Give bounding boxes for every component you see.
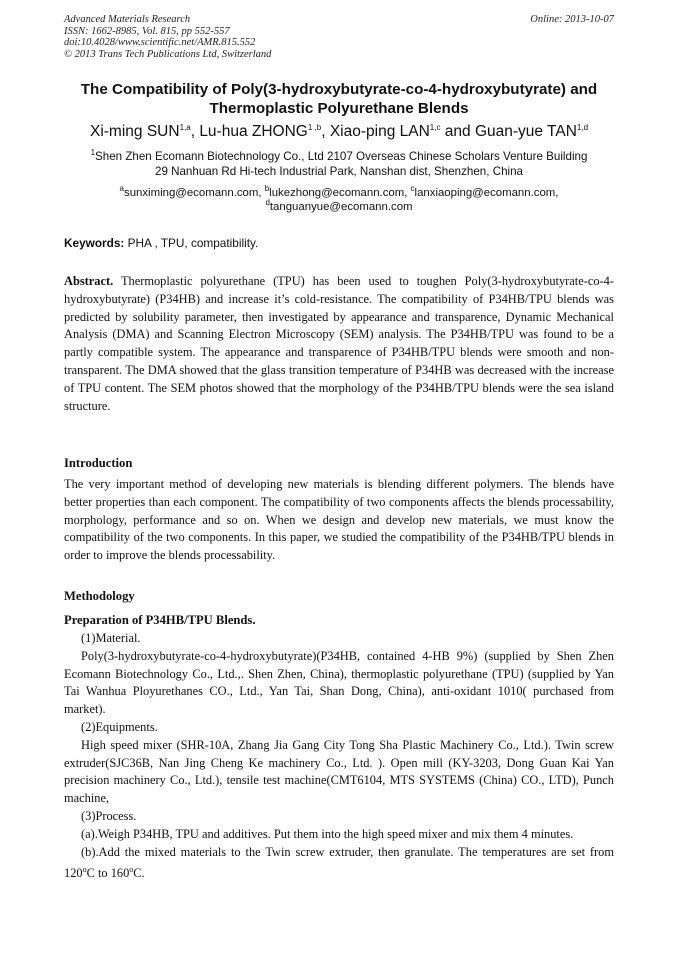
journal-issn: ISSN: 1662-8985, Vol. 815, pp 552-557 (64, 25, 230, 37)
email-link[interactable]: tanguanyue@ecomann.com (269, 201, 413, 213)
affiliation-superscript: 1 (90, 148, 96, 158)
author-emails (40, 186, 638, 214)
author-name: Lu-hua ZHONG (199, 123, 308, 140)
email-superscript: d (265, 198, 270, 208)
email-link[interactable]: lukezhong@ecomann.com, (269, 187, 411, 199)
paragraph-text: C. (133, 866, 145, 881)
paragraph: High speed mixer (SHR-10A, Zhang Jia Gang City Tong Sha Plastic Machinery Co., Ltd.). Twin screw extruder(SJC36B, Nan Jing Cheng Ke machinery Co., Ltd. ). Open mill (KY-3203, Dong Guan Kai Yan precision machinery Co., Ltd.), tensile test machine(CMT6104, MTS SYSTEMS (China) CO., LTD), Punch machine, (64, 737, 614, 806)
author-name: Xi-ming SUN (89, 123, 180, 140)
keywords (64, 236, 614, 250)
degree-superscript: o (82, 865, 87, 875)
paragraph-text: C to 160 (86, 866, 130, 881)
journal-copyright: © 2013 Trans Tech Publications Ltd, Switzerland (64, 48, 272, 60)
abstract (64, 273, 614, 415)
author-name: Guan-yue TAN (474, 123, 577, 140)
author-separator: and (440, 123, 475, 140)
degree-superscript: o (129, 865, 134, 875)
email-link[interactable]: sunximing@ecomann.com, (124, 187, 265, 199)
author-superscript: 1,a (179, 122, 191, 132)
author-superscript: 1,c (429, 122, 441, 132)
paragraph-text: (b).Add the mixed materials to the Twin screw extruder, then granulate. The temperatures are set from 120 (64, 844, 614, 881)
affiliation-text: Shen Zhen Ecomann Biotechnology Co., Ltd 2107 Overseas Chinese Scholars Venture Building (95, 150, 588, 163)
section-heading-methodology: Methodology (64, 589, 135, 603)
paragraph: (a).Weigh P34HB, TPU and additives. Put them into the high speed mixer and mix them 4 minutes. (81, 826, 574, 841)
subsection-heading-preparation: Preparation of P34HB/TPU Blends. (64, 613, 256, 627)
author-superscript: 1,d (576, 122, 589, 132)
paragraph: Poly(3-hydroxybutyrate-co-4-hydroxybutyrate)(P34HB, contained 4-HB 9%) (supplied by Shen Zhen Ecomann Biotechnology Co., Ltd.,. Shen Zhen, China), thermoplastic polyurethane (TPU) (supplied by Yan Tai Wanhua Ployurethanes CO., Ltd., Yan Tai, Shan Dong, China), anti-oxidant 1010( purchased from market). (64, 648, 614, 717)
section-heading-introduction: Introduction (64, 456, 133, 470)
affiliation-line-1 (40, 150, 638, 165)
email-line-1 (40, 186, 638, 200)
journal-name: Advanced Materials Research (64, 14, 191, 25)
journal-doi: doi:10.4028/www.scientific.net/AMR.815.552 (64, 37, 256, 48)
email-superscript: a (119, 184, 124, 194)
keywords-text: PHA , TPU, compatibility. (124, 236, 259, 250)
email-link[interactable]: lanxiaoping@ecomann.com, (414, 187, 559, 199)
paragraph: (1)Material. (81, 631, 141, 645)
paragraph (64, 844, 614, 884)
paragraph: (3)Process. (81, 808, 137, 823)
affiliation (40, 150, 638, 179)
author-list (30, 123, 648, 141)
email-superscript: b (264, 184, 270, 194)
title-line-2: Thermoplastic Polyurethane Blends (209, 100, 469, 117)
affiliation-line-2: 29 Nanhuan Rd Hi-tech Industrial Park, Nanshan dist, Shenzhen, China (155, 164, 523, 178)
author-name: Xiao-ping LAN (329, 123, 430, 140)
paragraph: (2)Equipments. (81, 719, 158, 734)
paper-title (50, 80, 628, 118)
email-line-2 (40, 200, 638, 214)
methodology-text (64, 630, 614, 883)
author-separator: , (190, 123, 200, 140)
email-superscript: c (410, 184, 415, 194)
title-line-1: The Compatibility of Poly(3-hydroxybutyrate-co-4-hydroxybutyrate) and (80, 81, 598, 98)
abstract-label: Abstract. (64, 274, 114, 288)
journal-info (64, 14, 464, 60)
abstract-text: Thermoplastic polyurethane (TPU) has been used to toughen Poly(3-hydroxybutyrate-co-4-hydroxybutyrate) (P34HB) and increase it’s cold-resistance. The compatibility of P34HB/TPU blends was predicted by solubility parameter, then investigated by appearance and transparence, Dynamic Mechanical Analysis (DMA) and Scanning Electron Microscopy (SEM) analysis. The P34HB/TPU was found to be a partly compatible system. The appearance and transparence of P34HB/TPU blends were smooth and non-transparent. The DMA showed that the glass transition temperature of P34HB was decreased with the increase of TPU content. The SEM photos showed that the morphology of the P34HB/TPU blends were the sea island structure. (64, 274, 614, 413)
keywords-label: Keywords: (64, 236, 125, 250)
introduction-text: The very important method of developing new materials is blending different polymers. The blends have better properties than each component. The compatibility of two components affects the blends processability, morphology, performance and so on. When we design and develop new materials, we must know the compatibility of the two components. In this paper, we studied the compatibility of the P34HB/TPU blends in order to improve the blends processability. (64, 477, 614, 563)
online-date: Online: 2013-10-07 (530, 14, 614, 25)
author-superscript: 1 ,b (307, 122, 322, 132)
author-separator: , (321, 123, 330, 140)
